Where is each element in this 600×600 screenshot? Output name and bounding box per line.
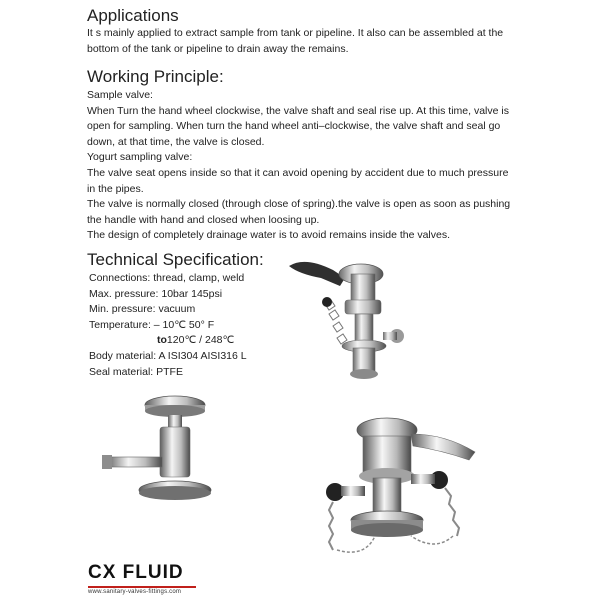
logo-name: CX FLUID	[88, 562, 184, 583]
spec-min-pressure: Min. pressure: vacuum	[89, 303, 196, 316]
yogurt-valve-text-1: The valve seat opens inside so that it can avoid opening by accident due to much pressure in the pipes.	[87, 166, 509, 195]
sample-valve-title: Sample valve:	[87, 89, 153, 101]
chained-valve-image	[315, 412, 485, 562]
technical-spec-list	[89, 271, 247, 380]
applications-heading: Applications	[87, 6, 179, 25]
working-principle-body	[87, 88, 515, 244]
applications-text: It s mainly applied to extract sample from tank or pipeline. It also can be assembled at the bottom of the tank or pipeline to drain away the remains.	[87, 27, 504, 55]
technical-spec-heading: Technical Specification:	[87, 250, 264, 269]
spec-temperature-range	[89, 333, 247, 349]
spec-body-material: Body material: A ISI304 AISI316 L	[89, 349, 247, 362]
cx-fluid-logo	[88, 562, 196, 595]
spec-temperature-high: 120℃ / 248℃	[166, 334, 235, 347]
logo-url: www.sanitary-valves-fittings.com	[88, 589, 182, 595]
yogurt-valve-title: Yogurt sampling valve:	[87, 151, 193, 164]
spec-connections: Connections: thread, clamp, weld	[89, 272, 245, 284]
sample-valve-text: When Turn the hand wheel clockwise, the valve shaft and seal rise up. At this time, valve is open for sampling. When turn the hand wheel anti–clockwise, the valve shaft and seal go down, at that time, the valve is closed.	[87, 104, 509, 148]
spec-seal-material: Seal material: PTFE	[89, 365, 183, 378]
spec-max-pressure: Max. pressure: 10bar 145psi	[89, 287, 223, 300]
working-principle-heading: Working Principle:	[87, 67, 224, 86]
logo-underline	[88, 586, 196, 588]
yogurt-valve-image	[285, 252, 410, 387]
spec-to-label: to	[157, 334, 167, 347]
yogurt-valve-text-2: The valve is normally closed (through close of spring).the valve is open as soon as pushing the handle with hand and closed when loosing up.	[87, 198, 511, 226]
sample-valve-image	[100, 395, 215, 510]
spec-temperature: Temperature: – 10℃ 50° F	[89, 318, 215, 331]
drainage-text: The design of completely drainage water is to avoid remains inside the valves.	[87, 229, 451, 242]
